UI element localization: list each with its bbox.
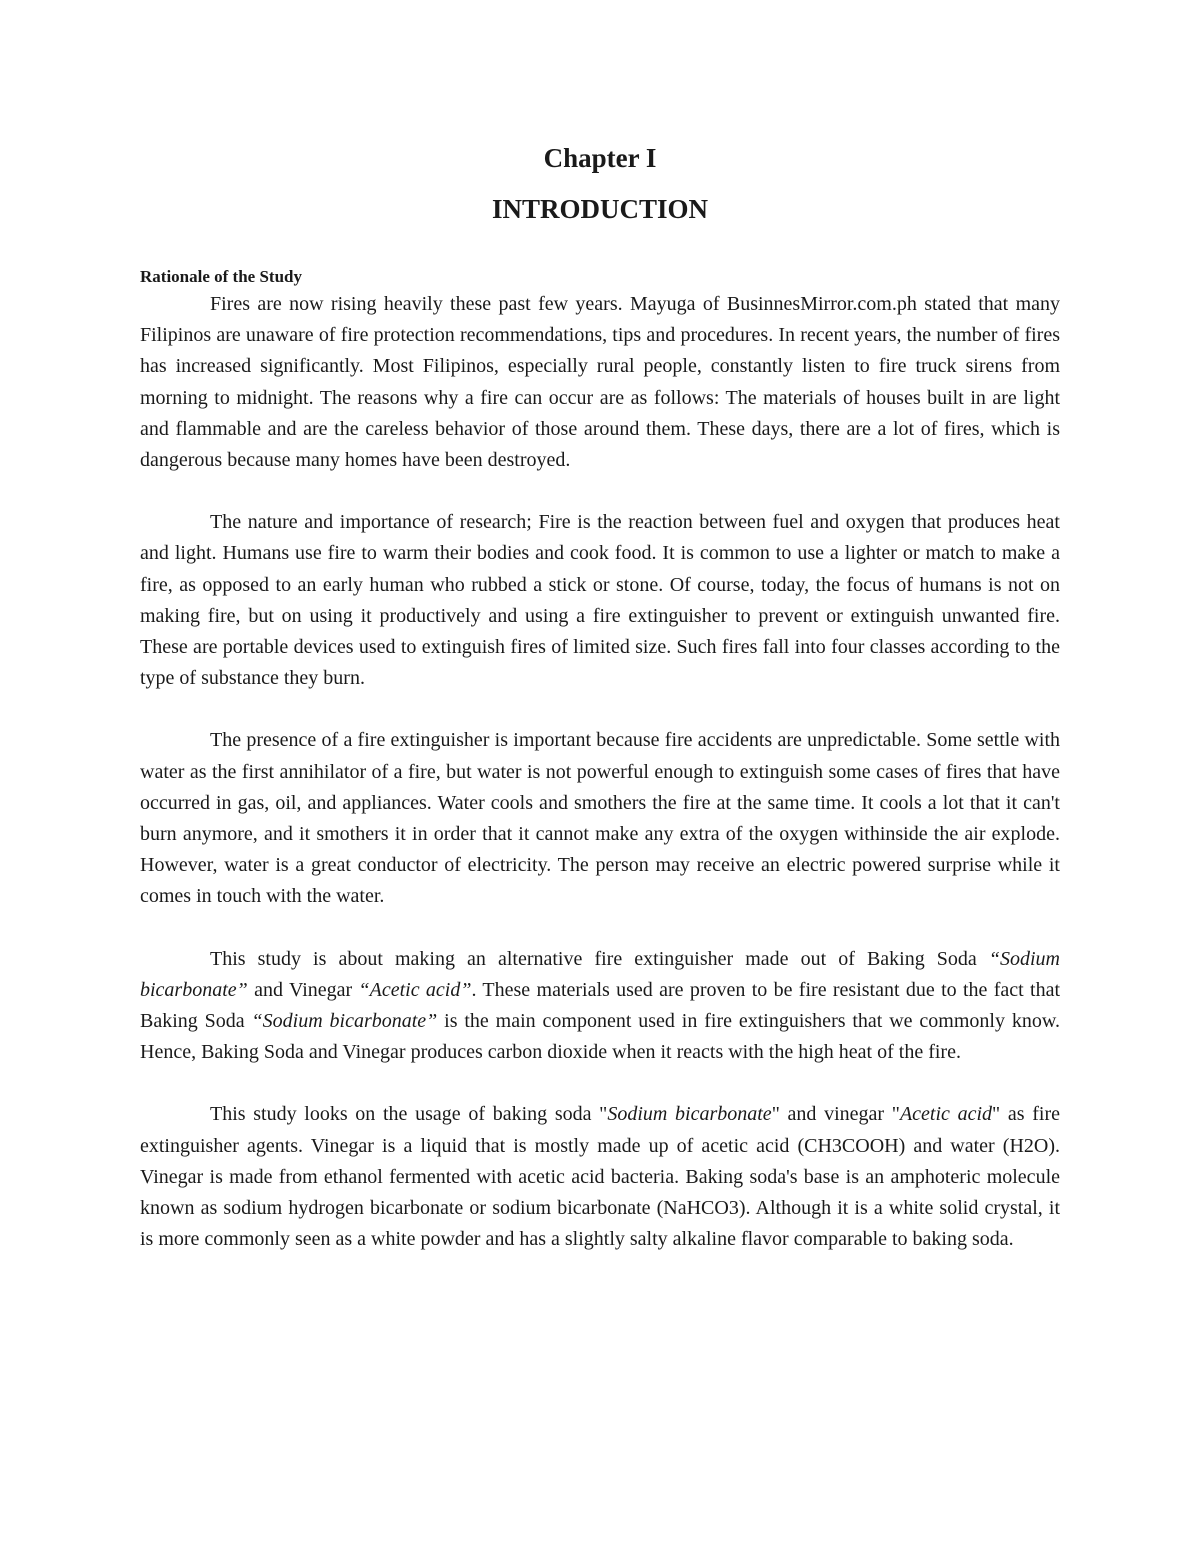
paragraph-4-italic: “Sodium bicarbonate”	[140, 947, 1060, 1001]
paragraph-4	[140, 944, 1060, 1069]
paragraph-4-text: is the main component used in fire extinguishers that we commonly know. Hence, Baking Soda and Vinegar produces carbon dioxide when it reacts with the high heat of the fire.	[140, 1010, 1060, 1064]
paragraph-5-text: " as fire extinguisher agents. Vinegar is a liquid that is mostly made up of acetic acid (CH3COOH) and water (H2O). Vinegar is made from ethanol fermented with acetic acid bacteria. Baking soda's base is an amphoteric molecule known as sodium hydrogen bicarbonate or sodium bicarbonate (NaHCO3). Although it is a white solid crystal, it is more commonly seen as a white powder and has a slightly salty alkaline flavor comparable to baking soda.	[140, 1103, 1060, 1251]
chapter-title: Chapter I	[543, 143, 657, 173]
paragraph-4-text: and Vinegar	[247, 978, 359, 1001]
paragraph-5-text: " and vinegar "	[771, 1103, 900, 1126]
paragraph-2: The nature and importance of research; Fire is the reaction between fuel and oxygen that produces heat and light. Humans use fire to warm their bodies and cook food. It is common to use a lighter or match to make a fire, as opposed to an early human who rubbed a stick or stone. Of course, today, the focus of humans is not on making fire, but on using it productively and using a fire extinguisher to prevent or extinguish unwanted fire. These are portable devices used to extinguish fires of limited size. Such fires fall into four classes according to the type of substance they burn.	[140, 511, 1060, 690]
paragraph-4-text: This study is about making an alternative fire extinguisher made out of Baking Soda	[210, 947, 989, 970]
document-page	[140, 140, 1060, 1255]
paragraph-5	[140, 1099, 1060, 1255]
paragraph-4-text: . These materials used are proven to be fire resistant due to the fact that Baking Soda	[140, 978, 1060, 1033]
paragraph-3: The presence of a fire extinguisher is important because fire accidents are unpredictable. Some settle with water as the first annihilator of a fire, but water is not powerful enough to extinguish some cases of fires that have occurred in gas, oil, and appliances. Water cools and smothers the fire at the same time. It cools a lot that it can't burn anymore, and it smothers it in order that it cannot make any extra of the oxygen withinside the air explode. However, water is a great conductor of electricity. The person may receive an electric powered surprise while it comes in touch with the water.	[140, 729, 1060, 908]
paragraph-4-italic: “Sodium bicarbonate”	[251, 1010, 438, 1033]
paragraph-5-italic: Sodium bicarbonate	[607, 1103, 772, 1126]
paragraph-5-italic: Acetic acid	[899, 1103, 993, 1126]
paragraph-1: Fires are now rising heavily these past few years. Mayuga of BusinnesMirror.com.ph stated that many Filipinos are unaware of fire protection recommendations, tips and procedures. In recent years, the number of fires has increased significantly. Most Filipinos, especially rural people, constantly listen to fire truck sirens from morning to midnight. The reasons why a fire can occur are as follows: The materials of houses built in are light and flammable and are the careless behavior of those around them. These days, there are a lot of fires, which is dangerous because many homes have been destroyed.	[140, 293, 1060, 472]
page-title: INTRODUCTION	[491, 194, 709, 224]
paragraph-5-text: This study looks on the usage of baking soda "	[210, 1103, 608, 1126]
paragraph-4-italic: “Acetic acid”	[358, 978, 472, 1001]
section-heading: Rationale of the Study	[140, 267, 302, 286]
